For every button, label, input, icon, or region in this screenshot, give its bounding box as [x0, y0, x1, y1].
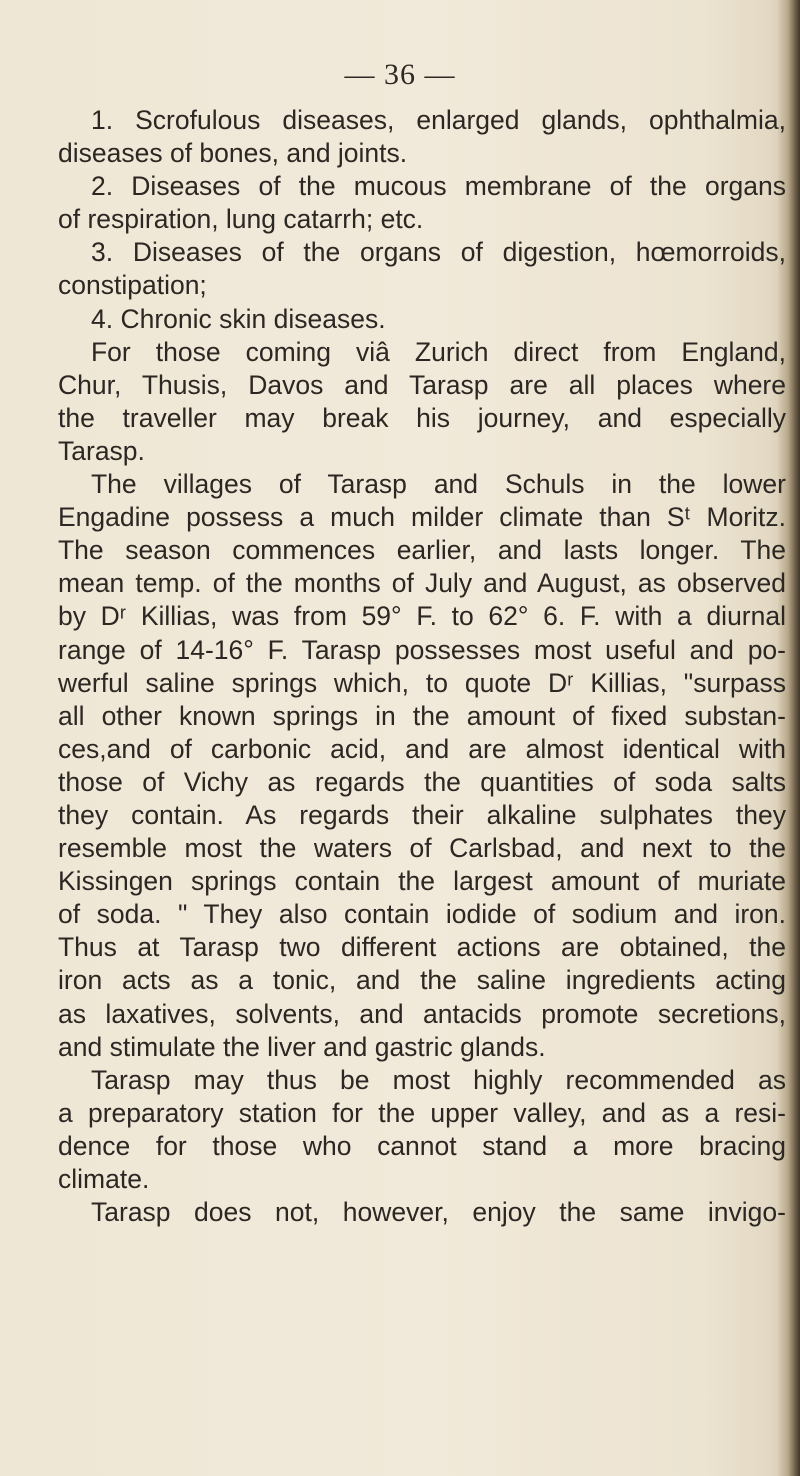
text-line: climate.	[58, 1164, 150, 1194]
text-line: 1. Scrofulous diseases, enlarged glands, ophthalmia,	[91, 105, 786, 135]
text-line: Tarasp may thus be most highly recommended as	[91, 1064, 786, 1095]
page-number: — 36 —	[344, 58, 456, 91]
text-line: they contain. As regards their alkaline sulphates they	[58, 799, 786, 830]
text-line: For those coming viâ Zurich direct from England,	[91, 336, 786, 367]
text-line: 4. Chronic skin diseases.	[91, 303, 386, 334]
text-line: Engadine possess a much milder climate than Sᵗ Moritz.	[58, 502, 786, 533]
text-line: 2. Diseases of the mucous membrane of the organs	[91, 171, 786, 202]
text-line: constipation;	[58, 270, 207, 301]
text-line: Kissingen springs contain the largest amount of muriate	[58, 866, 786, 897]
text-line: 3. Diseases of the organs of digestion, hœmorroids,	[91, 237, 786, 268]
text-line: Thus at Tarasp two different actions are obtained, the	[58, 932, 786, 963]
text-line: mean temp. of the months of July and August, as observed	[58, 568, 786, 599]
text-line: of respiration, lung catarrh; etc.	[58, 204, 424, 235]
text-line: the traveller may break his journey, and especially	[58, 402, 786, 433]
text-line: Tarasp.	[58, 435, 145, 466]
body-text	[58, 104, 786, 1229]
text-line: by Dʳ Killias, was from 59° F. to 62° 6. F. with a diurnal	[58, 601, 786, 632]
text-line: The villages of Tarasp and Schuls in the lower	[91, 469, 786, 500]
text-line: resemble most the waters of Carlsbad, and next to the	[58, 833, 786, 864]
text-line: all other known springs in the amount of fixed substan-	[58, 700, 786, 731]
text-line: dence for those who cannot stand a more bracing	[58, 1130, 786, 1161]
text-line: Tarasp does not, however, enjoy the same invigo-	[91, 1197, 786, 1228]
text-line: werful saline springs which, to quote Dʳ Killias, "surpass	[58, 667, 786, 698]
text-line: and stimulate the liver and gastric glands.	[58, 1031, 546, 1062]
text-line: a preparatory station for the upper valley, and as a resi-	[58, 1097, 786, 1128]
text-line: range of 14-16° F. Tarasp possesses most useful and po-	[58, 634, 786, 665]
text-line: as laxatives, solvents, and antacids promote secretions,	[58, 998, 786, 1029]
text-line: The season commences earlier, and lasts longer. The	[58, 535, 786, 566]
text-line: diseases of bones, and joints.	[58, 138, 408, 169]
text-line: ces,and of carbonic acid, and are almost identical with	[58, 733, 786, 764]
text-line: of soda. " They also contain iodide of sodium and iron.	[58, 899, 786, 930]
text-line: Chur, Thusis, Davos and Tarasp are all places where	[58, 369, 786, 400]
text-line: iron acts as a tonic, and the saline ingredients acting	[58, 965, 786, 996]
text-line: those of Vichy as regards the quantities of soda salts	[58, 766, 786, 797]
